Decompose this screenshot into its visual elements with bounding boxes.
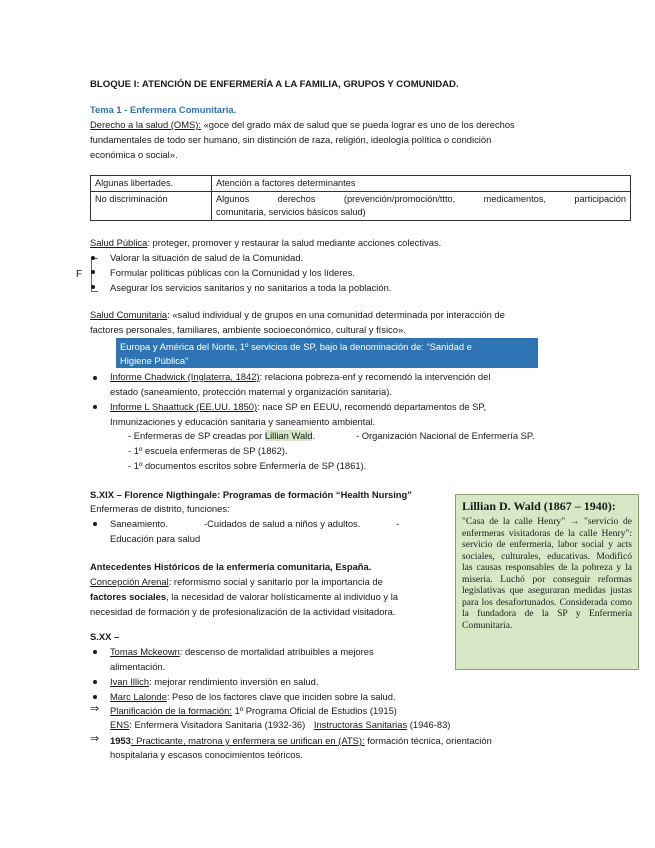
- chadwick-line-1: [110, 370, 490, 383]
- antecedentes-line-1: [90, 575, 383, 588]
- antecedentes-text-2: , la necesidad de valorar holísticamente al individuo y la: [166, 591, 398, 602]
- antecedentes-text-1: : reformismo social y sanitario por la importancia de: [168, 576, 383, 587]
- lalonde-label: Marc Lalonde: [110, 691, 167, 702]
- derecho-line-2: fundamentales de todo ser humano, sin distinción de raza, religión, ideología política o condición: [90, 134, 492, 145]
- shattuck-label: Informe L Shaattuck (EE.UU. 1850): [110, 401, 258, 412]
- table-cell-line: Algunos derechos (prevención/promoción/ttto, medicamentos, participación: [216, 194, 626, 204]
- bullet-icon: [91, 285, 95, 289]
- salud-comunitaria-label: Salud Comunitaria: [90, 309, 168, 320]
- table-cell: Algunas libertades.: [91, 176, 212, 192]
- mckeown-line-1: [110, 645, 374, 658]
- sub-item-text: .: [312, 430, 316, 441]
- table-cell: Atención a factores determinantes: [212, 176, 631, 192]
- lalonde-line: [110, 690, 396, 703]
- lalonde-text: : Peso de los factores clave que inciden sobre la salud.: [166, 691, 396, 702]
- illich-text: : mejorar rendimiento inversión en salud.: [149, 676, 319, 687]
- nightingale-title: S.XIX – Florence Nigthingale: Programas de formación “Health Nursing”: [90, 489, 412, 500]
- illich-line: [110, 675, 318, 688]
- nightingale-subtitle: Enfermeras de distrito, funciones:: [90, 503, 230, 514]
- chadwick-text-1: : relaciona pobreza-enf y recomendó la intervención del: [259, 371, 491, 382]
- table-cell-line: comunitaria, servicios básicos salud): [216, 207, 366, 217]
- year-1953: 1953: [110, 735, 131, 746]
- tema-title: Tema 1 - Enfermera Comunitaria.: [90, 104, 237, 115]
- libertades-table: [90, 175, 631, 221]
- ats-line-2: hospitalaria y escasos conocimientos teóricos.: [110, 749, 303, 760]
- salud-publica-text: : proteger, promover y restaurar la salud mediante acciones colectivas.: [147, 237, 442, 248]
- instructoras-label: Instructoras Sanitarias: [313, 719, 408, 730]
- shattuck-text-1: : nace SP en EEUU, recomendó departamentos de SP,: [257, 401, 487, 412]
- planificacion-text: 1º Programa Oficial de Estudios (1915): [234, 705, 397, 716]
- bullet-icon: [93, 522, 97, 526]
- nightingale-item-1: Saneamiento.: [110, 518, 168, 529]
- double-arrow-icon: ⇒: [90, 733, 100, 745]
- salud-comunitaria-line-1: [90, 308, 505, 321]
- planificacion-line: [110, 704, 397, 717]
- table-cell: [212, 192, 631, 221]
- nightingale-item-4: Educación para salud: [110, 533, 201, 544]
- nightingale-item-2: -Cuidados de salud a niños y adultos.: [204, 518, 361, 529]
- shattuck-line-2: Inmunizaciones y educación sanitaria y saneamiento ambiental.: [110, 416, 376, 427]
- list-item: Formular políticas públicas con la Comunidad y los líderes.: [110, 267, 355, 278]
- ens-line: [110, 718, 450, 731]
- illich-label: Ivan Illich: [110, 676, 150, 687]
- chadwick-label: Informe Chadwick (Inglaterra, 1842): [110, 371, 260, 382]
- salud-comunitaria-line-2: factores personales, familiares, ambiente socioeconómico, cultural y físico».: [90, 324, 406, 335]
- box-line: Europa y América del Norte, 1º servicios de SP, bajo la denominación de: “Sanidad e: [120, 341, 472, 352]
- ats-label: : Practicante, matrona y enfermera se unifican en (ATS):: [130, 735, 365, 746]
- ens-label: ENS: [110, 719, 130, 730]
- ens-text: : Enfermera Visitadora Sanitaria (1932-36): [129, 719, 306, 730]
- table-cell: No discriminación: [91, 192, 212, 221]
- wald-box-title: Lillian D. Wald (1867 – 1940):: [462, 499, 616, 513]
- instructoras-text: (1946-83): [409, 719, 451, 730]
- salud-publica-label: Salud Pública: [90, 237, 148, 248]
- double-arrow-icon: ⇒: [90, 703, 100, 715]
- salud-comunitaria-text-1: : «salud individual y de grupos en una comunidad determinada por interacción de: [167, 309, 505, 320]
- bullet-icon: [91, 256, 95, 260]
- factores-sociales: factores sociales: [90, 591, 167, 602]
- salud-publica-line: [90, 236, 441, 249]
- antecedentes-line-3: necesidad de formación y de profesionalización de la actividad visitadora.: [90, 606, 396, 617]
- list-item: Asegurar los servicios sanitarios y no sanitarios a toda la población.: [110, 282, 392, 293]
- mckeown-label: Tomas Mckeown: [110, 646, 180, 657]
- ats-line-1: [110, 734, 492, 747]
- antecedentes-line-2: [90, 590, 398, 603]
- antecedentes-title: Antecedentes Históricos de la enfermería comunitaria, España.: [90, 561, 372, 572]
- bullet-icon: [93, 405, 97, 409]
- arenal-label: Concepción Arenal: [90, 576, 169, 587]
- derecho-label: Derecho a la salud (OMS):: [90, 119, 201, 130]
- bullet-icon: [91, 270, 95, 274]
- wald-box-text: "Casa de la calle Henry" → "servicio de enfermeras visitadoras de la calle Henry": servicio de enfermería, labor social y acts sociales, culturales, educativas. Modificó las causas responsables de la pobreza y la miseria. Luchó por conseguir reformas legislativas que aseguraran medidas justas para los desafortunados. Considerada como la fundadora de la SP y Enfermería Comunitaria.: [462, 516, 632, 631]
- sub-item-text: - Enfermeras de SP creadas por: [128, 430, 263, 441]
- shattuck-line-1: [110, 400, 486, 413]
- sub-item-3: - 1º documentos escritos sobre Enfermería de SP (1861).: [128, 460, 367, 471]
- sub-item-2: - 1º escuela enfermeras de SP (1862).: [128, 445, 288, 456]
- derecho-line-3: económica o social».: [90, 149, 178, 160]
- mckeown-line-2: alimentación.: [110, 661, 166, 672]
- bullet-icon: [93, 680, 97, 684]
- bullet-icon: [93, 376, 97, 380]
- lillian-wald-highlight: Lillian Wald: [264, 430, 313, 441]
- bullet-icon: [93, 695, 97, 699]
- box-line: Higiene Pública”: [120, 355, 189, 366]
- chadwick-line-2: estado (saneamiento, protección maternal y organización sanitaria).: [110, 386, 392, 397]
- derecho-text-1: «goce del grado máx de salud que se pueda lograr es uno de los derechos: [203, 119, 515, 130]
- planificacion-label: Planificación de la formación:: [110, 705, 232, 716]
- lillian-wald-box: [455, 494, 639, 670]
- bullet-icon: [93, 650, 97, 654]
- sxx-title: S.XX –: [90, 631, 120, 642]
- block-title: BLOQUE I: ATENCIÓN DE ENFERMERÍA A LA FAMILIA, GRUPOS Y COMUNIDAD.: [90, 79, 459, 90]
- list-item: Valorar la situación de salud de la Comunidad.: [110, 252, 304, 263]
- sub-item-1: [128, 429, 315, 442]
- sub-item-org: - Organización Nacional de Enfermería SP.: [356, 430, 535, 441]
- mckeown-text-1: : descenso de mortalidad atribuibles a mejores: [179, 646, 374, 657]
- nightingale-item-3: -: [396, 518, 400, 529]
- margin-letter: F: [76, 269, 83, 280]
- europa-highlight-box: [116, 338, 538, 368]
- derecho-line-1: [90, 118, 565, 131]
- ats-text-1: formación técnica, orientación: [367, 735, 492, 746]
